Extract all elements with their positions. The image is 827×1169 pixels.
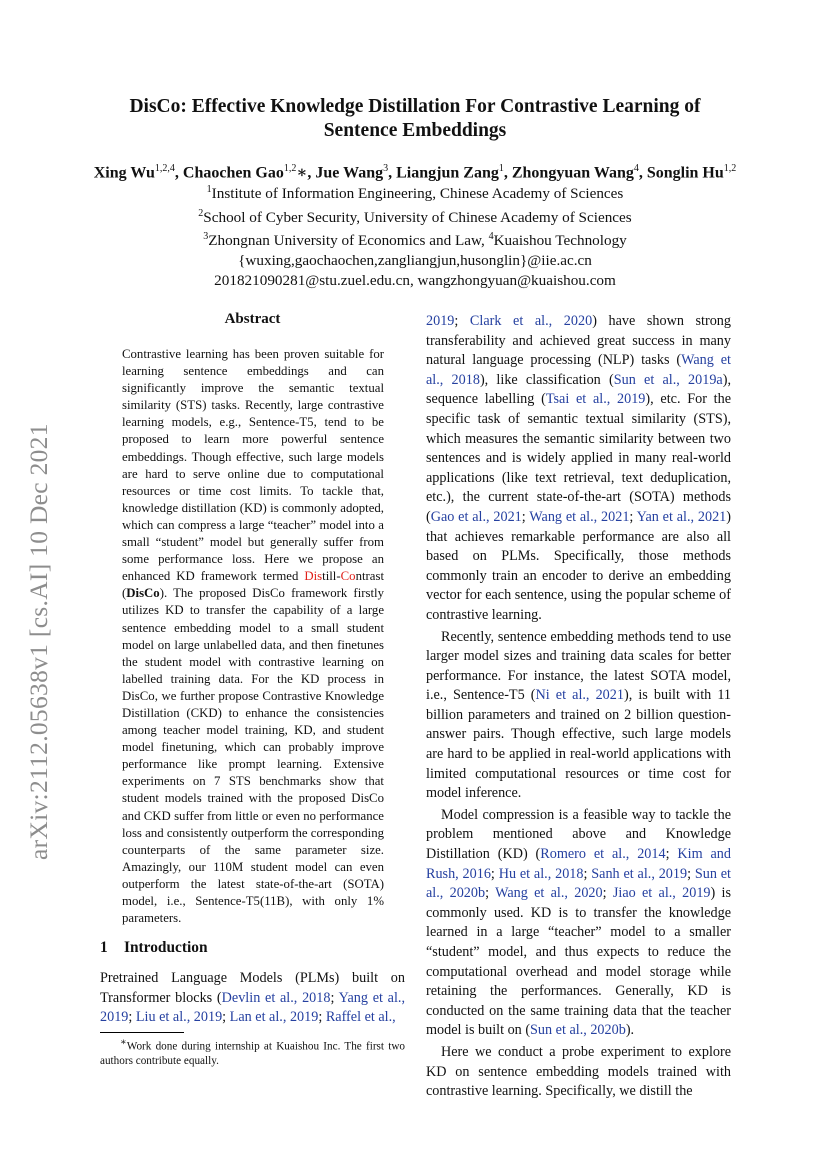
body-text: ;: [222, 1009, 230, 1026]
highlight-dis: Dis: [304, 569, 323, 584]
author-name: Jue Wang: [315, 164, 384, 182]
section-number: 1: [100, 939, 108, 956]
author-affil-sup: 3: [383, 163, 389, 174]
body-text: Here we conduct a probe experiment to explore KD on sentence embedding models trained with contrastive learning. Specifically, we distill the: [426, 1043, 731, 1100]
citation-link[interactable]: Raffel et al.,: [325, 1009, 396, 1026]
abstract-text: (: [122, 586, 127, 601]
abstract-text: till-: [322, 569, 341, 584]
author-sep: ,: [388, 164, 397, 182]
body-text: ).: [625, 1022, 635, 1039]
affil-sup: 1: [206, 184, 212, 195]
affiliations: [80, 180, 750, 290]
body-text: ;: [454, 313, 470, 329]
email-line-1: {wuxing,gaochaochen,zangliangjun,husonglin}@iie.ac.cn: [238, 251, 592, 269]
body-text: ;: [330, 989, 339, 1006]
affil-sup: 2: [198, 207, 204, 219]
body-text: ;: [128, 1009, 136, 1026]
body-text: Model compression is a feasible way to tackle the problem mentioned above and Knowledge Distillation (KD) (: [426, 806, 731, 863]
paper-title: [90, 95, 740, 143]
body-text: ;: [687, 865, 695, 882]
citation-link[interactable]: Wang et al., 2021: [529, 508, 630, 525]
affiliation-1: [80, 180, 750, 204]
section-title: Introduction: [124, 939, 208, 956]
body-text: ;: [602, 885, 613, 902]
body-text: ) have shown strong transferability and achieved great success in many natural language processing (NLP) tasks (: [426, 313, 731, 369]
right-paragraph-2: [426, 628, 731, 804]
citation-link[interactable]: Lan et al., 2019: [229, 1009, 319, 1026]
citation-link[interactable]: Devlin et al., 2018: [221, 989, 331, 1006]
title-line-2: Sentence Embeddings: [323, 120, 507, 141]
body-text: ), sequence labelling (: [426, 371, 731, 408]
body-text: ;: [490, 865, 499, 882]
body-text: ;: [583, 865, 592, 882]
body-text: ;: [485, 885, 496, 902]
author-affil-sup: 1,2,4: [154, 163, 175, 174]
citation-link[interactable]: Sanh et al., 2019: [591, 865, 688, 882]
citation-link[interactable]: Ni et al., 2021: [535, 687, 624, 704]
affil-text: School of Cyber Security, University of Chinese Academy of Sciences: [203, 208, 632, 226]
author-affil-sup: 1,2: [723, 163, 737, 174]
citation-link[interactable]: Sun et al., 2020b: [530, 1022, 626, 1039]
right-paragraph-1: [426, 312, 731, 626]
body-text: ;: [318, 1009, 326, 1026]
body-text: ), is built with 11 billion parameters and trained on 2 billion question-answer pairs. Though effective, such large models are hard to be applied in real-world applications with limited computational resources or time cost for model inference.: [426, 687, 732, 802]
abstract-text: Contrastive learning has been proven suitable for learning sentence embeddings and can significantly improve the semantic textual similarity (STS) tasks. Recently, large contrastive learning models, e.g., Sentence-T5, tend to be proposed to learn more powerful sentence embeddings. Though effective, such large models are hard to serve online due to computational resources or time cost limits. To tackle that, knowledge distillation (KD) is commonly adopted, which can compress a large “teacher” model into a small “student” model but generally suffer from some performance loss. Here we propose an enhanced KD framework termed: [122, 347, 384, 584]
affil-text: Zhongnan University of Economics and Law,: [208, 232, 489, 250]
highlight-co: Co: [340, 569, 356, 584]
affil-sup: 3: [203, 231, 209, 243]
body-text: ;: [629, 508, 637, 525]
citation-link[interactable]: Sun et al., 2019a: [613, 371, 723, 388]
abstract-text: ntrast: [355, 569, 384, 584]
citation-link[interactable]: Kim and Rush, 2016: [426, 846, 731, 882]
affil-text: Institute of Information Engineering, Chinese Academy of Sciences: [211, 185, 624, 203]
citation-link[interactable]: 2019: [426, 313, 455, 329]
citation-link[interactable]: Clark et al., 2020: [469, 313, 593, 329]
citation-link[interactable]: Yan et al., 2021: [636, 508, 727, 525]
affil-text: Kuaishou Technology: [493, 232, 627, 250]
abstract-body: [122, 346, 384, 927]
body-text: ) that achieves remarkable performance are also all based on PLMs. Specifically, those methods commonly train an encoder to derive an embedding vector for each sentence, using the popular scheme of contrastive learning.: [426, 508, 731, 623]
affiliation-3-4: [80, 227, 750, 251]
author-affil-sup: 1: [498, 163, 504, 174]
citation-link[interactable]: Wang et al., 2020: [495, 885, 603, 902]
footnote-mark: ∗: [120, 1037, 127, 1048]
email-line-2: 201821090281@stu.zuel.edu.cn, wangzhongyuan@kuaishou.com: [214, 271, 616, 289]
author-sep: ,: [174, 164, 183, 182]
body-text: ), like classification (: [479, 371, 614, 388]
author-name: Songlin Hu: [646, 164, 724, 182]
citation-link[interactable]: Hu et al., 2018: [498, 865, 584, 882]
citation-link[interactable]: Jiao et al., 2019: [612, 885, 711, 902]
citation-link[interactable]: Romero et al., 2014: [540, 846, 666, 863]
author-sep: ,: [503, 164, 512, 182]
body-text: ) is commonly used. KD is to transfer the knowledge learned in a large “teacher” model to a smaller “student” model, and thus expects to reduce the computational overhead and model storage while retaining the performances. Generally, KD is conducted on the same training data that the teacher model is built on (: [426, 885, 732, 1039]
right-paragraph-3: [426, 806, 731, 1041]
disco-name: DisCo: [126, 586, 160, 601]
author-sep: ,: [638, 164, 647, 182]
citation-link[interactable]: Wang et al., 2018: [426, 352, 731, 388]
author-name: Liangjun Zang: [396, 164, 499, 182]
citation-link[interactable]: Sun et al., 2020b: [426, 865, 732, 902]
author-name: Xing Wu: [93, 164, 155, 182]
affil-sup: 4: [488, 231, 494, 243]
footnote-rule: [100, 1032, 184, 1033]
author-sep: ∗,: [296, 164, 316, 182]
citation-link[interactable]: Yang et al., 2019: [100, 989, 406, 1026]
citation-link[interactable]: Gao et al., 2021: [430, 508, 522, 525]
body-text: ;: [521, 508, 530, 525]
citation-link[interactable]: Liu et al., 2019: [135, 1009, 223, 1026]
body-text: ), etc. For the specific task of semantic textual similarity (STS), which measures the semantic similarity between two sentences and is widely applied in many real-world applications (like text retrieval, text deduplication, etc.), the current state-of-the-art (SOTA) methods (: [426, 391, 731, 525]
section-heading-introduction: [100, 939, 405, 957]
author-name: Zhongyuan Wang: [511, 164, 634, 182]
affiliation-2: [80, 204, 750, 228]
arxiv-sidebar-stamp: arXiv:2112.05638v1 [cs.AI] 10 Dec 2021: [24, 423, 53, 860]
title-line-1: DisCo: Effective Knowledge Distillation For Contrastive Learning of: [129, 96, 701, 117]
author-name: Chaochen Gao: [182, 164, 284, 182]
author-affil-sup: 1,2: [283, 163, 297, 174]
footnote-text: Work done during internship at Kuaishou Inc. The first two authors contribute equally.: [100, 1040, 405, 1068]
body-text: Recently, sentence embedding methods tend to use larger model sizes and training data scales for better performance. For instance, the latest SOTA model, i.e., Sentence-T5 (: [426, 628, 731, 704]
intro-paragraph: [100, 969, 405, 1028]
footnote: [100, 1036, 405, 1069]
author-affil-sup: 4: [633, 163, 639, 174]
right-column: [426, 312, 731, 1102]
abstract-text: ). The proposed DisCo framework firstly utilizes KD to transfer the capability of a large sentence embedding model to a small student model on large unlabelled data, and then finetunes the student model with contrastive learning on labelled training data. For the KD process in DisCo, we further propose Contrastive Knowledge Distillation (CKD) to enhance the consistencies among teacher model training, KD, and student model finetuning, which can probably improve performance like prompt learning. Extensive experiments on 7 STS benchmarks show that student models trained with the proposed DisCo and CKD suffer from little or even no performance loss and consistently outperform the corresponding counterparts of the same parameter size. Amazingly, our 110M student model can even outperform the latest state-of-the-art (SOTA) model, i.e., Sentence-T5(11B), with only 1% parameters.: [122, 586, 384, 926]
citation-link[interactable]: Tsai et al., 2019: [545, 391, 646, 408]
right-paragraph-4: [426, 1043, 731, 1102]
body-text: ;: [665, 846, 678, 863]
abstract-heading: Abstract: [224, 311, 281, 327]
body-text: Pretrained Language Models (PLMs) built on Transformer blocks (: [100, 970, 405, 1006]
